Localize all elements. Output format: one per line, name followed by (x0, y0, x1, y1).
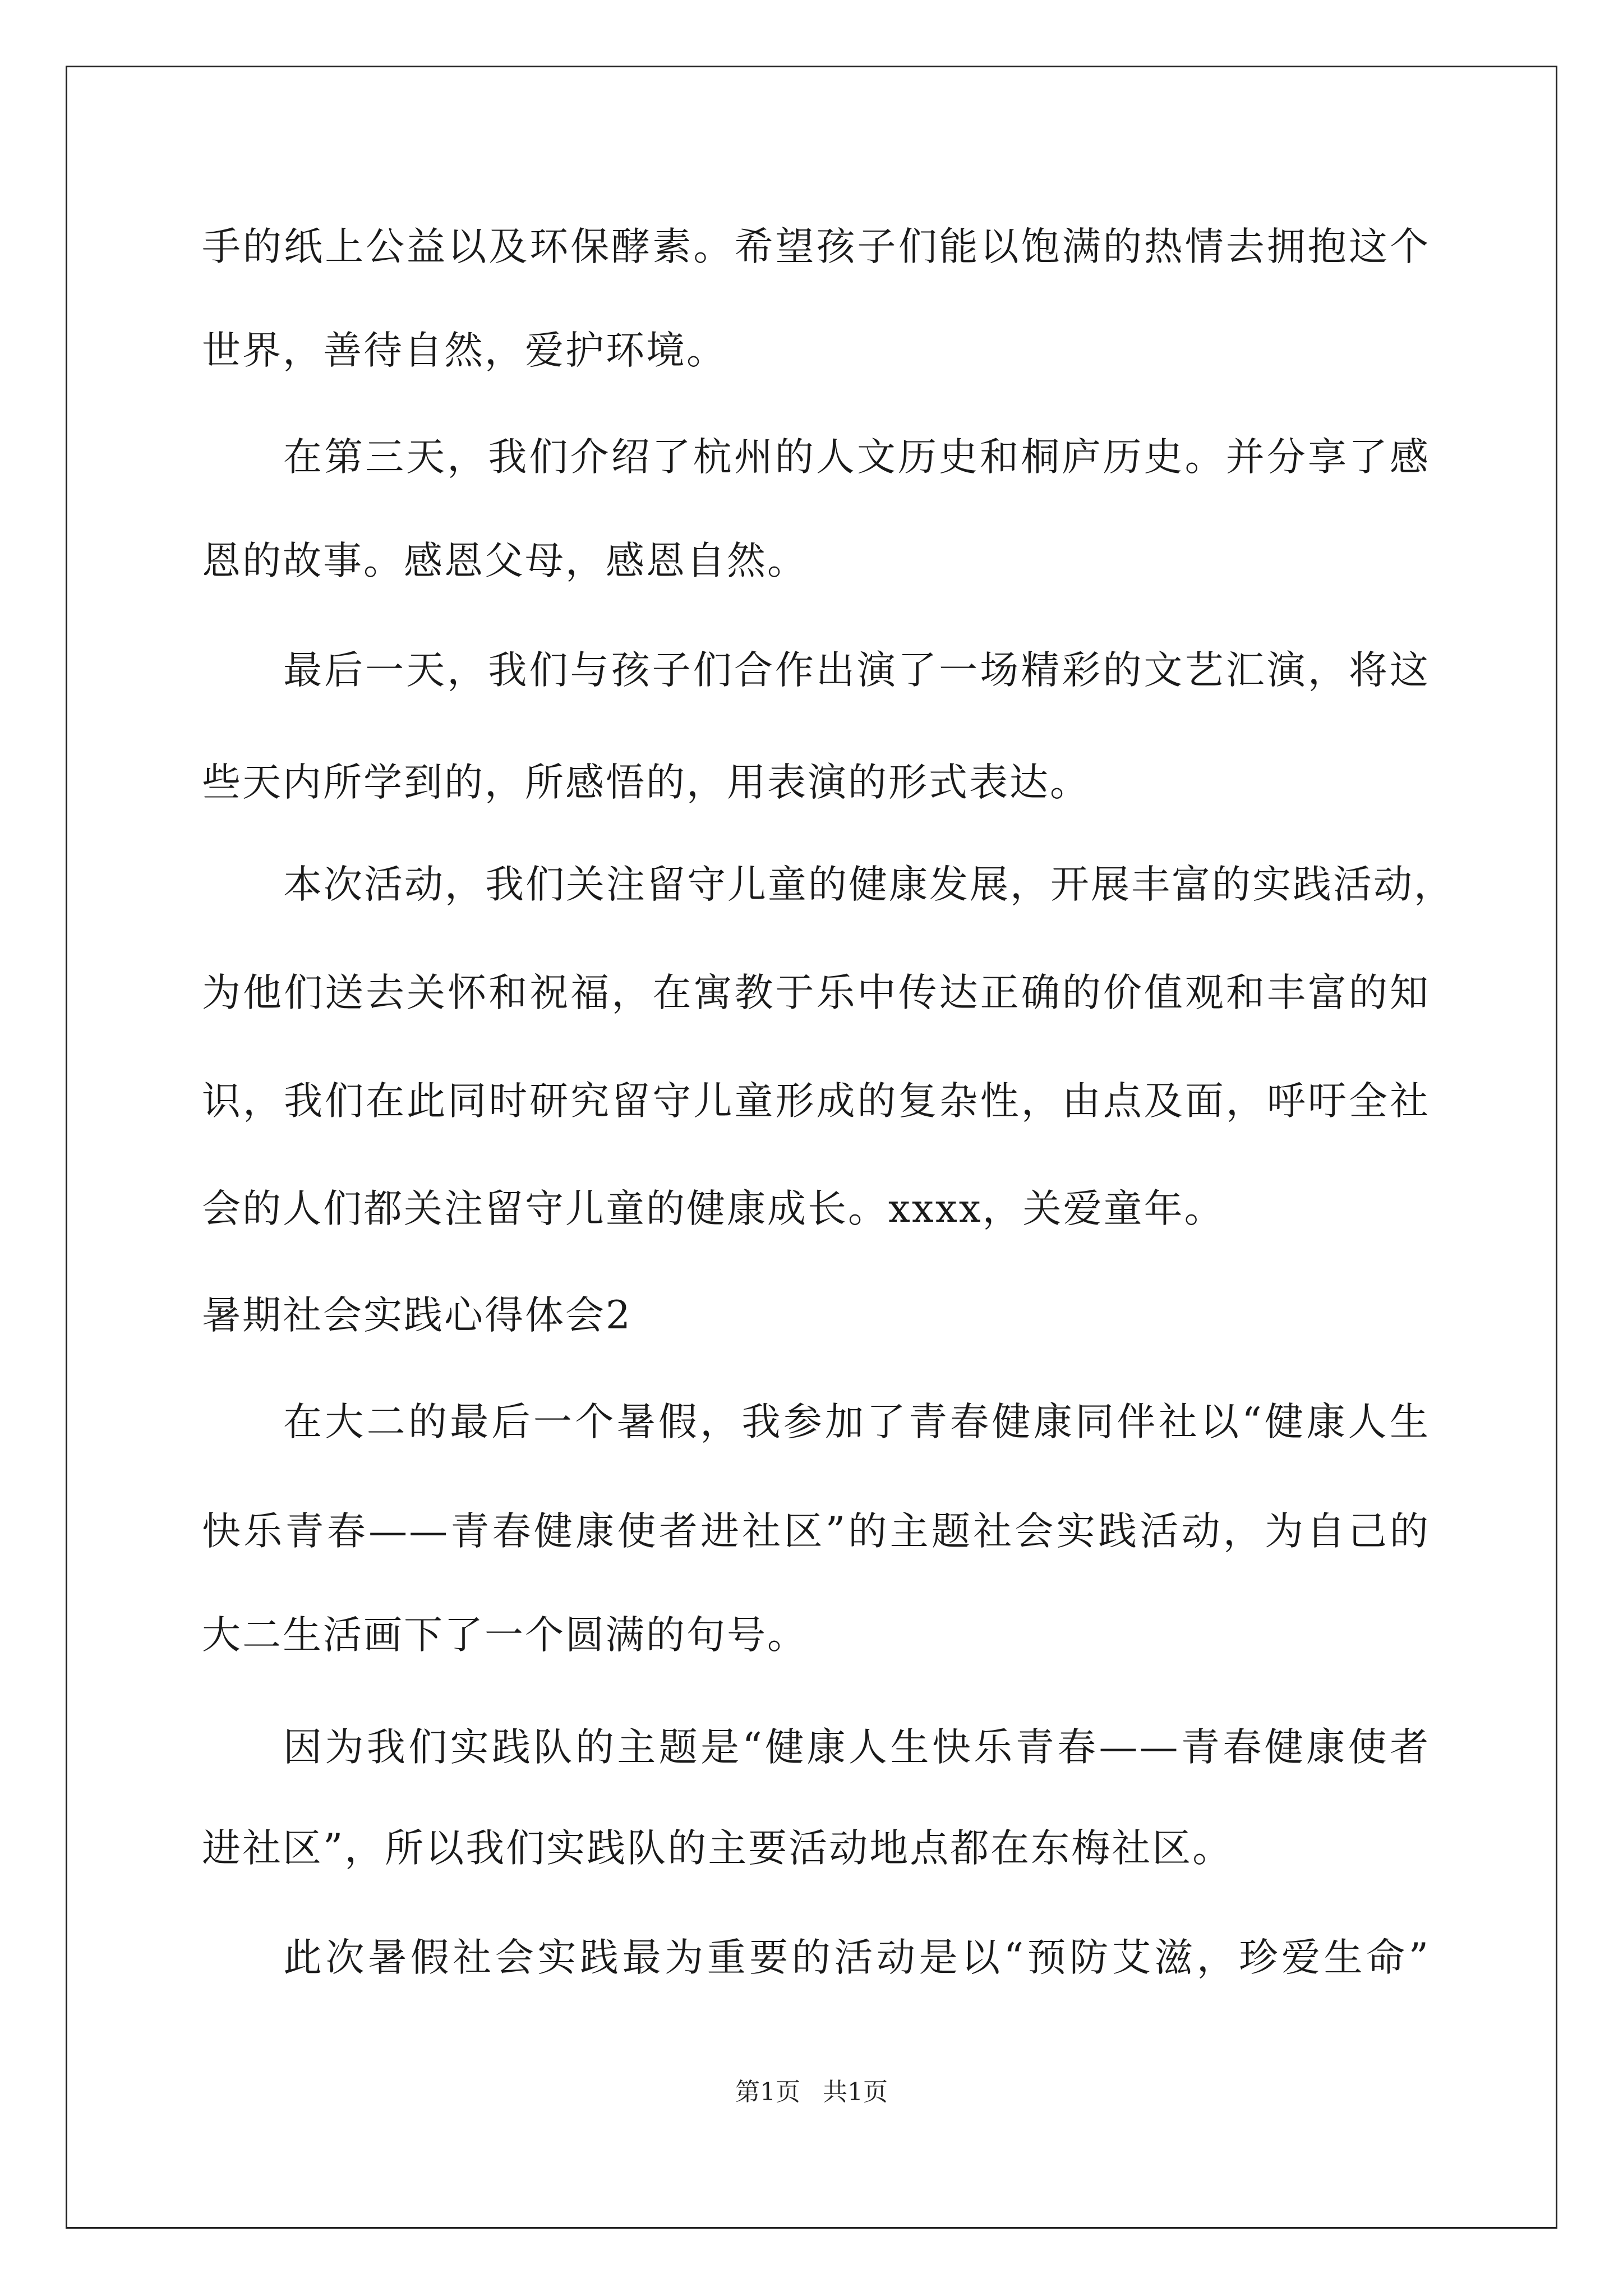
text-line: 最后一天，我们与孩子们合作出演了一场精彩的文艺汇演，将这 (283, 648, 1430, 693)
page-border (66, 66, 1557, 2229)
text-line: 因为我们实践队的主题是“健康人生快乐青春——青春健康使者 (283, 1725, 1430, 1770)
section-heading: 暑期社会实践心得体会2 (202, 1293, 632, 1338)
text-line: 识，我们在此同时研究留守儿童形成的复杂性，由点及面，呼吁全社 (202, 1079, 1430, 1124)
text-line: 本次活动，我们关注留守儿童的健康发展，开展丰富的实践活动， (283, 862, 1454, 907)
text-line: 在大二的最后一个暑假，我参加了青春健康同伴社以“健康人生 (283, 1400, 1430, 1444)
text-line: 进社区”，所以我们实践队的主要活动地点都在东梅社区。 (202, 1826, 1233, 1871)
text-line: 恩的故事。感恩父母，感恩自然。 (202, 539, 808, 583)
text-line: 大二生活画下了一个圆满的句号。 (202, 1613, 808, 1658)
page-number: 第1页 (735, 2078, 800, 2106)
page-footer (0, 2077, 1623, 2108)
text-line: 在第三天，我们介绍了杭州的人文历史和桐庐历史。并分享了感 (283, 435, 1430, 480)
text-line: 手的纸上公益以及环保酵素。希望孩子们能以饱满的热情去拥抱这个 (202, 224, 1430, 269)
text-line: 些天内所学到的，所感悟的，用表演的形式表达。 (202, 760, 1090, 805)
text-line: 快乐青春——青春健康使者进社区”的主题社会实践活动，为自己的 (202, 1509, 1430, 1554)
text-line: 会的人们都关注留守儿童的健康成长。xxxx，关爱童年。 (202, 1186, 1225, 1231)
text-line: 为他们送去关怀和祝福，在寓教于乐中传达正确的价值观和丰富的知 (202, 970, 1430, 1015)
text-line: 世界，善待自然，爱护环境。 (202, 328, 727, 373)
text-line: 此次暑假社会实践最为重要的活动是以“预防艾滋，珍爱生命” (283, 1935, 1430, 1980)
page-total: 共1页 (823, 2078, 888, 2106)
